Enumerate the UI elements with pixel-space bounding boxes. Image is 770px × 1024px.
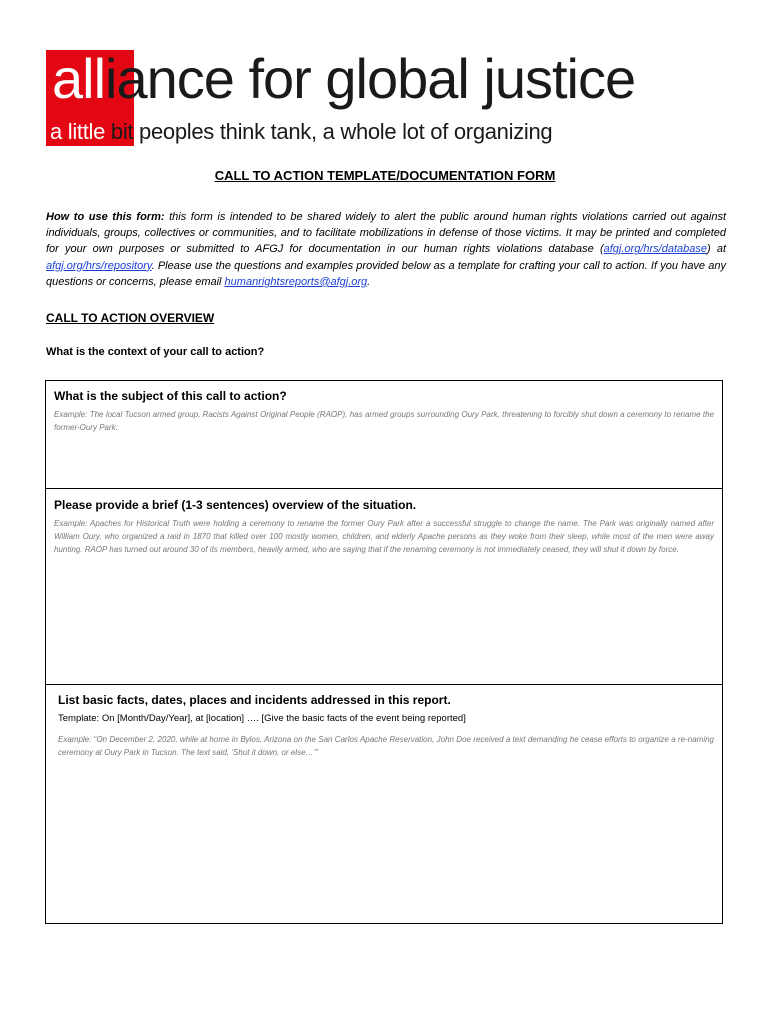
facts-example: Example: “On December 2, 2020, while at home in Bylos, Arizona on the San Carlos Apache Reservation, John Doe received a text demanding he cease efforts to organize a re-naming ceremony at Oury Park in Tucson. The text said, ‘Shut it down, or else…’” — [58, 735, 714, 757]
overview-question: Please provide a brief (1-3 sentences) overview of the situation. — [54, 498, 417, 512]
repository-link[interactable]: afgj.org/hrs/repository — [46, 259, 152, 272]
intro-label: How to use this form: — [46, 211, 165, 223]
intro-text: . — [367, 275, 371, 288]
facts-question: List basic facts, dates, places and incidents addressed in this report. — [58, 693, 451, 707]
overview-box[interactable] — [46, 489, 722, 685]
context-question: What is the context of your call to action? — [46, 346, 265, 358]
facts-template: Template: On [Month/Day/Year], at [location] …. [Give the basic facts of the event being reported] — [58, 713, 466, 724]
subject-question: What is the subject of this call to action? — [54, 389, 287, 403]
form-title: CALL TO ACTION TEMPLATE/DOCUMENTATION FORM — [214, 168, 556, 183]
logo-tag-highlight: a little — [50, 119, 106, 144]
intro-text: . Please use the questions and examples provided below as a template for crafting your call to action. If you have any questions or concerns, please email — [46, 259, 726, 288]
email-link[interactable]: humanrightsreports@afgj.org — [224, 275, 368, 288]
facts-box[interactable] — [46, 685, 722, 923]
database-link[interactable]: afgj.org/hrs/database — [603, 243, 707, 256]
form-boxes — [45, 380, 723, 924]
subject-box[interactable] — [46, 381, 722, 489]
subject-example: Example: The local Tucson armed group, Racists Against Original People (RAOP), has armed groups surrounding Oury Park, threatening to forcibly shut down a ceremony to rename the former-Oury Park. — [54, 410, 714, 432]
overview-example: Example: Apaches for Historical Truth were holding a ceremony to rename the former Oury Park after a successful struggle to change the name. The Park was originally named after William Oury, who organized a raid in 1870 that killed over 100 mostly women, children, and elderly Apache persons as they woke from their sleep, while most of the men were away hunting. RAOP has turned out around 30 of its members, heavily armed, who are saying that if the renaming ceremony is not immediately ceased, they will shut it down by force. — [54, 519, 714, 554]
logo-tag-rest: bit peoples think tank, a whole lot of organizing — [105, 119, 553, 144]
logo-word-rest: iance for global justice — [105, 47, 636, 110]
intro-text: ) at — [706, 243, 726, 256]
logo-highlight-word: all — [52, 47, 106, 110]
intro-paragraph — [46, 209, 726, 290]
afgj-logo — [46, 47, 726, 150]
intro-text: this form is intended to be shared widely to alert the public around human rights violations carried out against individuals, groups, collectives or communities, and to facilitate mobilizations in defense of those victims. It may be printed and completed for your own purposes or submitted to AFGJ for documentation in our human rights violations database ( — [46, 211, 726, 256]
section-title: CALL TO ACTION OVERVIEW — [46, 311, 215, 325]
